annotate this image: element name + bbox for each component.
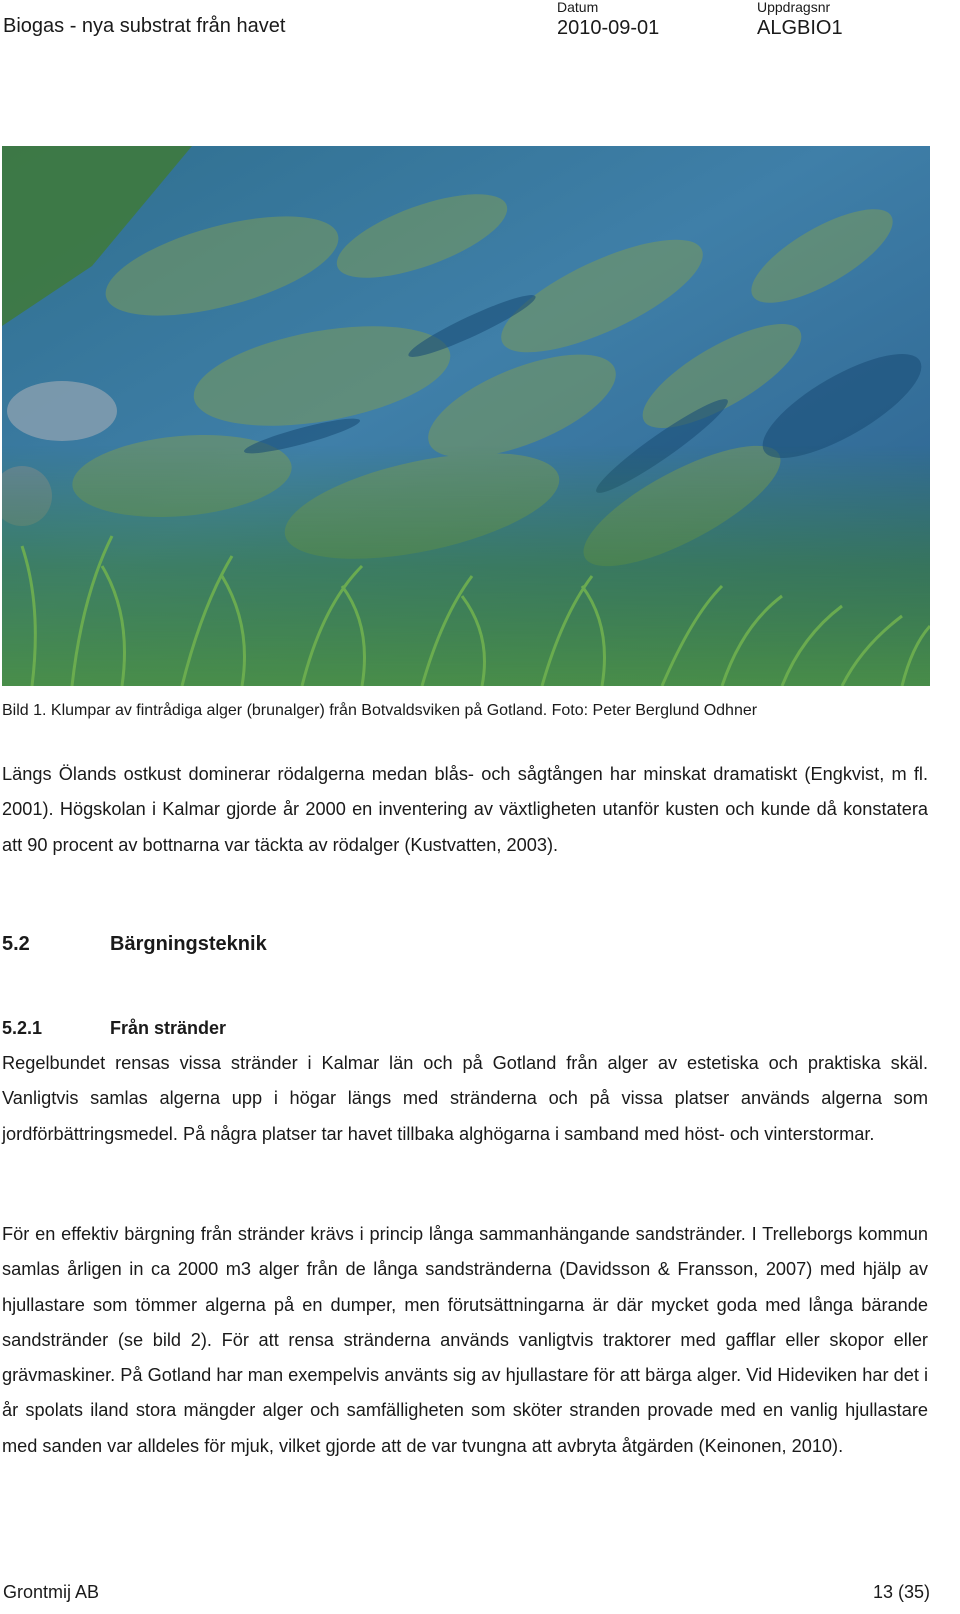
assignment-number-field	[757, 0, 843, 40]
subsection-number: 5.2.1	[2, 1018, 43, 1038]
figure-caption: Bild 1. Klumpar av fintrådiga alger (brunalger) från Botvaldsviken på Gotland. Foto: Peter Berglund Odhner	[2, 702, 758, 719]
date-field	[557, 0, 659, 40]
footer-page-number: 13 (35)	[872, 1582, 930, 1602]
document-title: Biogas - nya substrat från havet	[3, 15, 286, 37]
paragraph-beach-cleaning: Regelbundet rensas vissa stränder i Kalmar län och på Gotland från alger av estetiska och praktiska skäl. Vanligtvis samlas algerna upp i högar längs med stränderna och på vissa platser används algerna som jordförbättringsmedel. På några platser tar havet tillbaka alghögarna i samband med höst- och vinterstormar.	[2, 1053, 928, 1144]
assignment-number-value: ALGBIO1	[757, 17, 843, 39]
date-label: Datum	[557, 0, 599, 15]
paragraph-effective-harvesting: För en effektiv bärgning från stränder krävs i princip långa sammanhängande sandstränder. I Trelleborgs kommun samlas årligen in ca 2000 m3 alger från de långa sandstränderna (Davidsson & Fransson, 2007) med hjälp av hjullastare som tömmer algerna på en dumper, men förutsättningarna är där mycket goda med långa bärande sandstränder (se bild 2). För att rensa stränderna används vanligtvis traktorer med gafflar eller skopor eller grävmaskiner. På Gotland har man exempelvis använts sig av hjullastare för att bärga alger. Vid Hideviken har det i år spolats iland stora mängder alger och samfälligheten som sköter stranden provade med en vanlig hjullastare med sanden var alldeles för mjuk, vilket gjorde att de var tvungna att avbryta åtgärden (Keinonen, 2010).	[2, 1224, 928, 1456]
section-title: Bärgningsteknik	[110, 933, 267, 955]
algae-photo	[2, 146, 930, 686]
subsection-heading	[2, 1018, 226, 1039]
assignment-number-label: Uppdragsnr	[757, 0, 831, 15]
paragraph-oland-coast: Längs Ölands ostkust dominerar rödalgerna medan blås- och sågtången har minskat dramatiskt (Engkvist, m fl. 2001). Högskolan i Kalmar gjorde år 2000 en inventering av växtligheten utanför kusten och kunde då konstatera att 90 procent av bottnarna var täckta av rödalger (Kustvatten, 2003).	[2, 764, 928, 855]
subsection-title: Från stränder	[110, 1018, 227, 1038]
section-number: 5.2	[2, 933, 30, 955]
section-heading	[2, 933, 267, 956]
date-value: 2010-09-01	[557, 17, 660, 39]
footer-company: Grontmij AB	[3, 1582, 100, 1602]
